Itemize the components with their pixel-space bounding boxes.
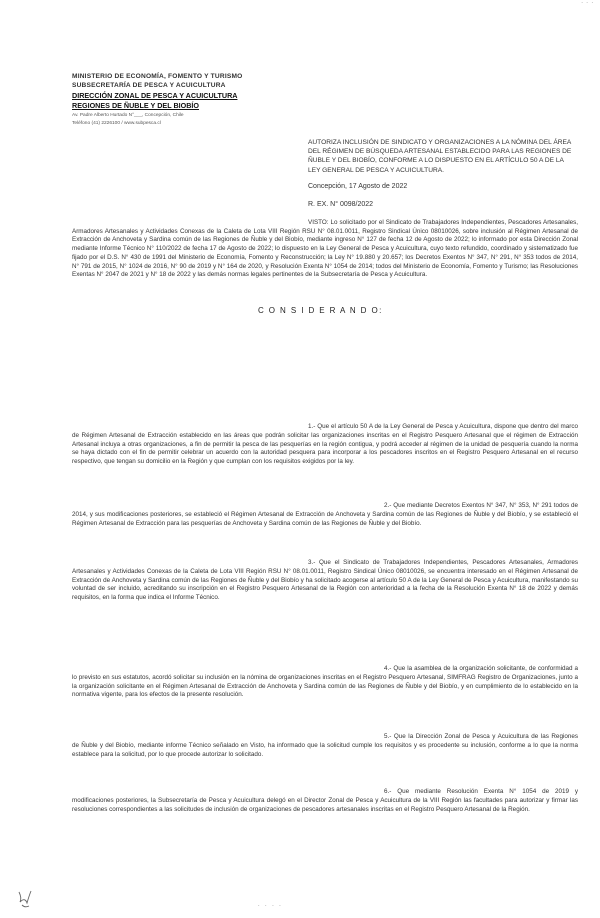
considerando-paragraph-6 <box>72 788 578 814</box>
visto-section <box>72 219 578 280</box>
footer-mark: · · · · <box>258 903 283 909</box>
paragraph-lead: 1.- Que el artículo 50 A de la Ley General de Pesca y Acuicultura, <box>308 423 493 430</box>
resolution-number: R. EX. N° 0098/2022 <box>308 201 374 208</box>
visto-lead: VISTO: <box>308 219 329 226</box>
paragraph-lead: 4.- Que la asamblea de la organización solicitante, de conformidad a lo previsto en sus estatutos, <box>72 665 578 681</box>
considerando-paragraph-1 <box>72 423 578 467</box>
considerando-paragraph-2 <box>72 502 578 528</box>
paragraph-text: dispone que dentro del marco de Régimen Artesanal de Extracción establecido en las áreas que podrán solicitar las organizaciones inscritas en el Registro Pesquero Artesanal que el régimen de Extracción Artesanal incluya a otras organizaciones, a fin de permitir la pesca de las pesquerías en la región contigua, y podrá acceder al régimen de la unidad de pesquería cuando la norma se haya dictado con el fin de permitir celebrar un acuerdo con la autoridad pesquera para incorporar a los pescadores inscritos en el Registro Pesquero Artesanal en el recurso respectivo, que tengan su domicilio en la Región y que cumplan con los requisitos exigidos por la ley. <box>72 423 578 466</box>
paragraph-lead: 5.- Que la Dirección Zonal de Pesca y Acuicultura <box>384 733 529 740</box>
paragraph-text: y se estableció el Régimen Artesanal de Extracción para las pesquerías de Anchoveta y Sardina común de las Regiones de Ñuble y del Biobío. <box>72 510 578 527</box>
address-line-1: Av. Padre Alberto Hurtado N°___, Concepción, Chile <box>72 113 184 118</box>
paragraph-text: de las Regiones de Ñuble y del Biobío, mediante informe Técnico señalado en Visto, ha informado que la solicitud cumple los requisitos y es procedente su inclusión, conforme a lo que la norma establece para la solicitud, por lo que procede autorizar lo solicitado. <box>72 733 578 758</box>
considerando-heading: C O N S I D E R A N D O: <box>258 306 383 315</box>
initials-scribble-icon <box>16 888 34 915</box>
place-date: Concepción, 17 Agosto de 2022 <box>308 183 408 190</box>
considerando-paragraph-4 <box>72 665 578 700</box>
ministry-line-2: SUBSECRETARÍA DE PESCA Y ACUICULTURA <box>72 82 226 89</box>
resolution-subject: AUTORIZA INCLUSIÓN DE SINDICATO Y ORGANIZACIONES A LA NÓMINA DEL ÁREA DEL RÉGIMEN DE BÚSQUEDA ARTESANAL ESTABLECIDO PARA LAS REGIONES DE ÑUBLE Y DEL BIOBÍO, CONFORME A LO DISPUESTO EN EL ARTÍCULO 50 A DE LA LEY GENERAL DE PESCA Y ACUICULTURA. <box>308 139 572 174</box>
letterhead <box>72 72 292 128</box>
paragraph-lead: 3.- Que el Sindicato de Trabajadores Independientes, <box>308 559 469 566</box>
corner-mark: · · · <box>581 0 594 6</box>
paragraph-text: Pescadores Artesanales, Armadores Artesanales y Actividades Conexas de la Caleta de Lota VIII Región RSU N° 08.01.0011, Registro Sindical Único 08010026, se encuentra interesado en el Régimen Artesanal de Extracción de Anchoveta y Sardina común de las Regiones de Ñuble y del Biobío y ha solicitado acogerse al artículo 50 A de la Ley General de Pesca y Acuicultura, manifestando su voluntad de ser incluido, acreditando su inscripción en el Registro Pesquero Artesanal de la Región con anterioridad a la fecha de la Resolución Exenta N° 18 de 2022 y demás requisitos, en la forma que indica el Informe Técnico. <box>72 559 578 602</box>
considerando-paragraph-3 <box>72 559 578 603</box>
zonal-direction: DIRECCIÓN ZONAL DE PESCA Y ACUICULTURA <box>72 91 238 100</box>
address-line-2: Teléfono (41) 2226100 / www.subpesca.cl <box>72 121 161 127</box>
paragraph-lead: 6.- Que mediante Resolución Exenta N° 1054 de 2019 y modificaciones posteriores, <box>72 788 578 804</box>
visto-text: Lo solicitado por el Sindicato de Trabajadores Independientes, Pescadores Artesanales, Armadores Artesanales y Actividades Conexas de la Caleta de Lota VIII Región RSU N° 08.01.0011, Registro Sindical Único 08010026, sobre inclusión al Régimen Artesanal de Extracción de Anchoveta y Sardina común de las Regiones de Ñuble y del Biobío, mediante ingreso N° 127 de fecha 12 de Agosto de 2022; lo informado por esta Dirección Zonal mediante Informe Técnico N° 110/2022 de fecha 17 de Agosto de 2022; lo dispuesto en la Ley General de Pesca y Acuicultura, cuyo texto refundido, coordinado y sistematizado fue fijado por el D.S. N° 430 de 1991 del Ministerio de Economía, Fomento y Reconstrucción; la Ley N° 19.880 y 20.657; los Decretos Exentos N° 347, N° 291, N° 353 todos de 2014, N° 791 de 2015, N° 1024 de 2016, N° 90 de 2019 y N° 164 de 2020, y Resolución Exenta N° 1054 de 2014; todos del Ministerio de Economía, Fomento y Turismo; las Resoluciones Exentas N° 2047 de 2021 y N° 18 de 2022 y las demás normas legales pertinentes de la Subsecretaría de Pesca y Acuicultura. <box>72 219 578 279</box>
region-name: REGIONES DE ÑUBLE Y DEL BIOBÍO <box>72 101 200 110</box>
ministry-line-1: MINISTERIO DE ECONOMÍA, FOMENTO Y TURISMO <box>72 73 243 80</box>
paragraph-text: acordó solicitar su inclusión en la nómina de organizaciones inscritas en el Registro Pesquero Artesanal, SIMFRAG Registro de Organizaciones, junto a la organización solicitante en el Régimen Artesanal de Extracción de Anchoveta y Sardina común de las Regiones de Ñuble y del Biobío, y en cumplimiento de lo establecido en la normativa vigente, para los efectos de la presente resolución. <box>72 673 579 699</box>
paragraph-lead: 2.- Que mediante Decretos Exentos N° 347, N° 353, N° 291 todos de 2014, y sus modificaciones posteriores, se estableció el Régimen Artesanal de Extracción de Anchoveta y Sardina común de las Regiones de Ñuble y del Biobío, <box>72 502 578 518</box>
paragraph-text: la Subsecretaría de Pesca y Acuicultura delegó en el Director Zonal de Pesca y Acuicultura de la VIII Región las facultades para autorizar y firmar las resoluciones correspondientes a las solicitudes de inclusión de organizaciones de pescadores artesanales inscritas en el Registro Pesquero Artesanal de la Región. <box>72 796 578 813</box>
considerando-paragraph-5 <box>72 733 578 759</box>
